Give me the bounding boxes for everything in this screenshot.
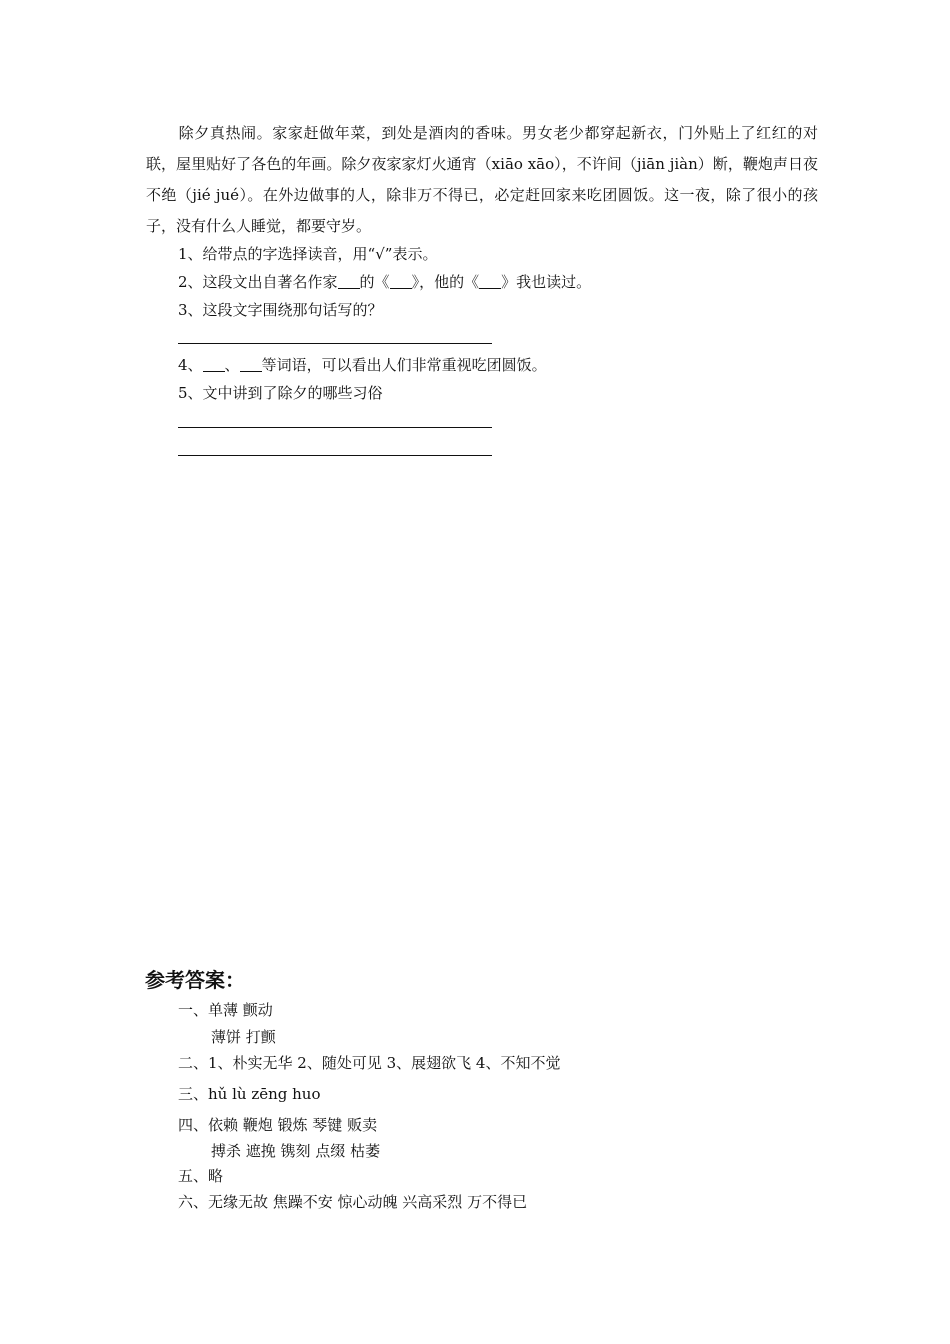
question-5: 5、文中讲到了除夕的哪些习俗: [178, 384, 383, 402]
answer-blank[interactable]: [203, 357, 225, 372]
answer-blank[interactable]: [479, 274, 501, 289]
question-1: 1、给带点的字选择读音，用“√”表示。: [178, 245, 438, 263]
answer-line[interactable]: [178, 343, 492, 344]
answer-1-line-1: 一、单薄 颤动: [178, 1001, 273, 1019]
question-2-part-c: 》，他的《: [411, 273, 480, 291]
question-3: 3、这段文字围绕那句话写的？: [178, 301, 383, 319]
question-2-part-a: 2、这段文出自著名作家: [178, 273, 338, 291]
answer-5: 五、略: [178, 1167, 224, 1185]
question-2-part-b: 的《: [359, 273, 390, 291]
answer-2: 二、1、朴实无华 2、随处可见 3、展翅欲飞 4、不知不觉: [178, 1054, 561, 1072]
answer-blank[interactable]: [338, 274, 360, 289]
question-4-part-c: 等词语，可以看出人们非常重视吃团圆饭。: [261, 356, 547, 374]
answer-4-line-1: 四、依赖 鞭炮 锻炼 琴键 贩卖: [178, 1116, 378, 1134]
answer-line[interactable]: [178, 455, 492, 456]
answer-3: 三、hǔ lù zēng huo: [178, 1085, 321, 1103]
answer-1-line-2: 薄饼 打颤: [211, 1028, 276, 1046]
answer-6: 六、无缘无故 焦躁不安 惊心动魄 兴高采烈 万不得已: [178, 1193, 528, 1211]
question-4-part-a: 4、: [178, 356, 203, 374]
reading-passage: [146, 118, 818, 242]
passage-text: 除夕真热闹。家家赶做年菜，到处是酒肉的香味。男女老少都穿起新衣，门外贴上了红红的对联，屋里贴好了各色的年画。除夕夜家家灯火通宵（xiāo xāo），不许间（jiān jiàn）断，鞭炮声日夜不绝（jié jué）。在外边做事的人，除非万不得已，必定赶回家来吃团圆饭。这一夜，除了很小的孩子，没有什么人睡觉，都要守岁。: [146, 124, 818, 235]
answer-4-line-2: 搏杀 遮挽 镌刻 点缀 枯萎: [211, 1142, 381, 1160]
answers-title: 参考答案：: [145, 968, 245, 992]
answer-blank[interactable]: [240, 357, 262, 372]
question-4-part-b: 、: [224, 356, 240, 374]
answer-blank[interactable]: [390, 274, 412, 289]
question-4: [178, 355, 547, 375]
question-2: [178, 272, 591, 292]
answer-line[interactable]: [178, 427, 492, 428]
question-2-part-d: 》我也读过。: [501, 273, 592, 291]
